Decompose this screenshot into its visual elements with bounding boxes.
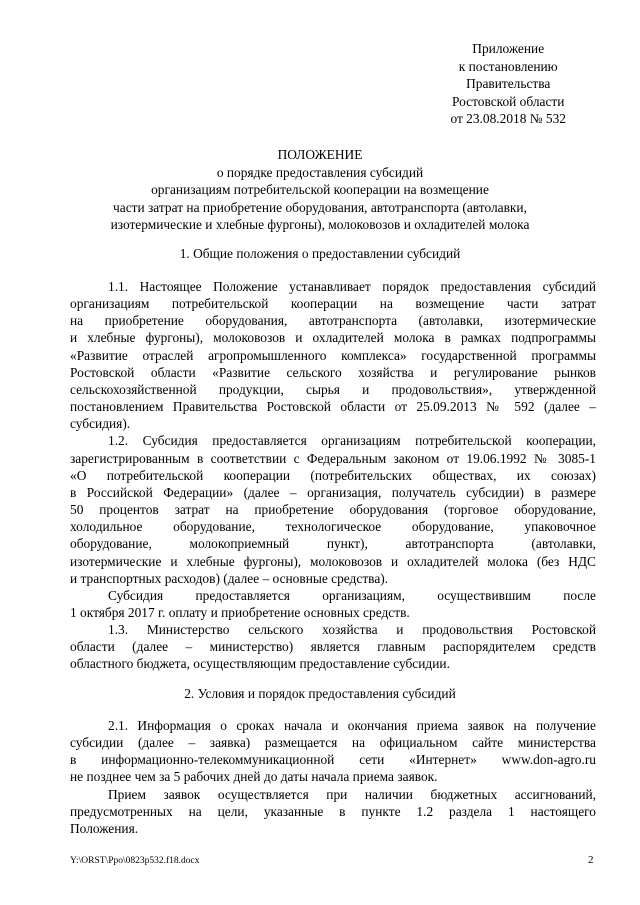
paragraph-subsidy-date (70, 587, 596, 621)
text-line: холодильное оборудование, технологическое оборудование, упаковочное (70, 519, 596, 535)
text-line: «Развитие отраслей агропромышленного комплекса» государственной программы (70, 347, 596, 363)
page-number: 2 (588, 854, 594, 866)
text-line: 2.1. Информация о сроках начала и окончания приема заявок на получение (108, 718, 596, 733)
text-line: 1.2. Субсидия предоставляется организациям потребительской кооперации, (108, 433, 596, 449)
text-line: Субсидия предоставляется организациям, осуществившим после (108, 587, 596, 603)
text-line: 1.1. Настоящее Положение устанавливает порядок предоставления субсидий (108, 279, 596, 294)
paragraph-1-1 (70, 278, 596, 432)
text-line: зарегистрированным в соответствии с Федеральным законом от 19.06.1992 № 3085-1 (70, 450, 596, 466)
text-line: и транспортных расходов) (далее – основные средства). (70, 570, 389, 586)
text-line: организациям потребительской кооперации на возмещение части затрат (70, 296, 596, 312)
paragraph-applications (70, 786, 596, 837)
text-line: областного бюджета, осуществляющим предоставление субсидии. (70, 656, 450, 672)
title-line: организациям потребительской кооперации на возмещение (151, 182, 489, 198)
paragraph-2-1 (70, 717, 596, 786)
title-line: части затрат на приобретение оборудования, автотранспорта (автолавки, (113, 199, 527, 215)
appendix-line: Правительства (466, 76, 551, 91)
text-line: оборудование, молокоприемный пункт), автотранспорта (автолавки, (70, 536, 596, 552)
text-line: на приобретение оборудования, автотранспорта (автолавки, изотермические (70, 313, 596, 329)
text-line: в Российской Федерации» (далее – организация, получатель субсидии) в размере (70, 484, 596, 500)
section-2-body (70, 717, 596, 837)
text-line: Прием заявок осуществляется при наличии бюджетных ассигнований, (108, 786, 596, 802)
paragraph-1-3 (70, 621, 596, 672)
text-line: субсидии (далее – заявка) размещается на официальном сайте министерства (70, 735, 596, 751)
text-line: и хлебные фургоны), молоковозов и охладителей молока в рамках подпрограммы (70, 330, 596, 346)
appendix-line: Приложение (472, 41, 545, 56)
text-line: 1 октября 2017 г. оплату и приобретение основных средств. (70, 604, 410, 620)
text-line: предусмотренных на цели, указанные в пункте 1.2 раздела 1 настоящего (70, 803, 596, 819)
appendix-line: Ростовской области (452, 93, 565, 109)
title-line: о порядке предоставления субсидий (216, 164, 424, 180)
text-line: не позднее чем за 5 рабочих дней до даты начала приема заявок. (70, 769, 438, 785)
appendix-line: к постановлению (458, 58, 558, 74)
paragraph-1-2 (70, 432, 596, 586)
text-line: Ростовской области «Развитие сельского хозяйства и регулирование рынков (70, 364, 596, 380)
text-line: «О потребительской кооперации (потребительских обществах, их союзах) (70, 467, 596, 483)
text-line: 50 процентов затрат на приобретение оборудования (торговое оборудование, (70, 502, 596, 518)
text-line: 1.3. Министерство сельского хозяйства и продовольствия Ростовской (108, 622, 596, 638)
document-title (70, 146, 570, 234)
text-line: изотермические и хлебные фургоны), молоковозов и охладителей молока (без НДС (70, 553, 596, 569)
footer-file-path: Y:\ORST\Ppo\0823p532.f18.docx (70, 856, 200, 866)
section-1-body (70, 278, 596, 673)
section-2-title: 2. Условия и порядок предоставления субсидий (184, 686, 456, 701)
appendix-header (450, 40, 566, 128)
title-line: изотермические и хлебные фургоны), молоковозов и охладителей молока (110, 217, 530, 233)
text-line: области (далее – министерство) является главным распорядителем средств (70, 639, 596, 655)
text-line: в информационно-телекоммуникационной сети «Интернет» www.don-agro.ru (70, 752, 596, 768)
section-1-title: 1. Общие положения о предоставлении субсидий (179, 246, 461, 261)
appendix-date-line: от 23.08.2018 № 532 (450, 111, 566, 126)
text-line: сельскохозяйственной продукции, сырья и продовольствия», утвержденной (70, 381, 596, 397)
title-heading: ПОЛОЖЕНИЕ (277, 147, 363, 162)
text-line: субсидия). (70, 416, 131, 432)
text-line: Положения. (70, 820, 139, 836)
text-line: постановлением Правительства Ростовской области от 25.09.2013 № 592 (далее – (70, 399, 596, 415)
